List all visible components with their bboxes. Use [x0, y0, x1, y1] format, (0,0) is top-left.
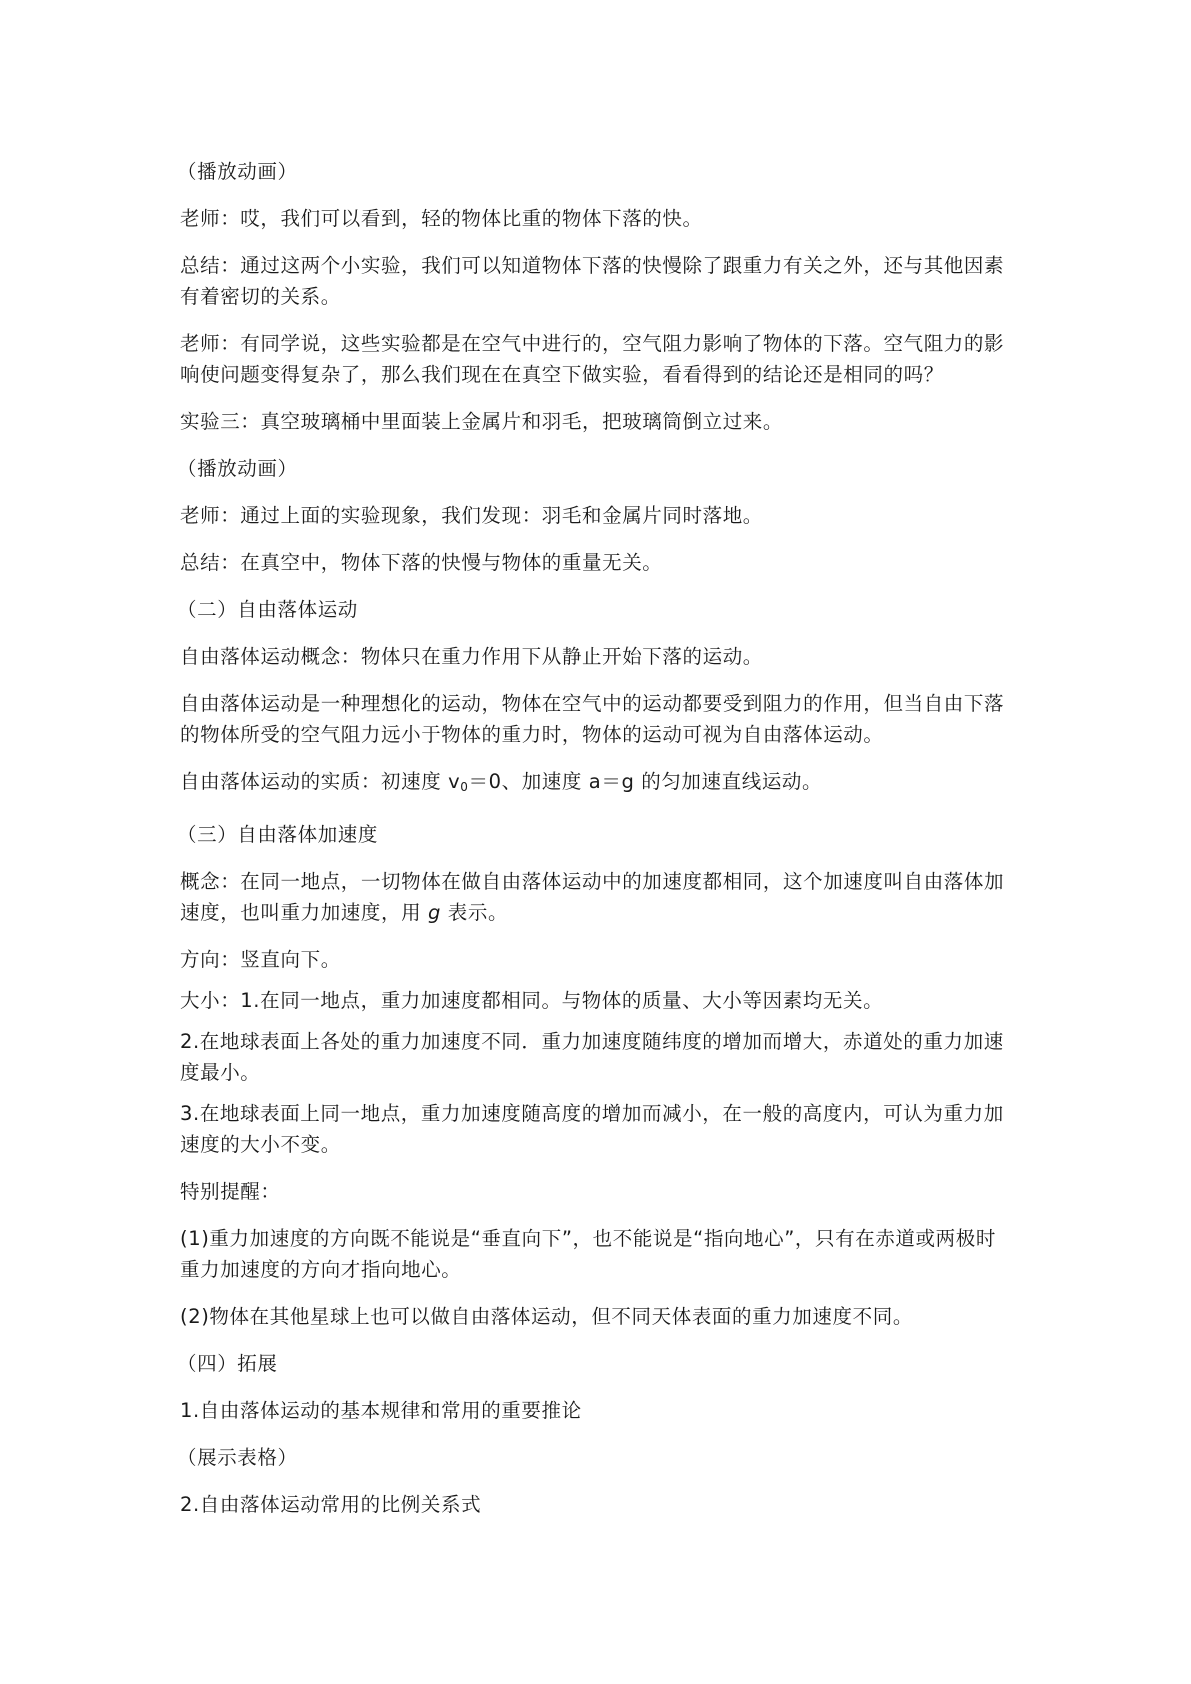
essence-suffix: ＝0、加速度 a＝g 的匀加速直线运动。	[468, 770, 823, 793]
paragraph: 方向：竖直向下。	[180, 948, 341, 971]
paragraph: 大小：1.在同一地点，重力加速度都相同。与物体的质量、大小等因素均无关。	[180, 989, 884, 1012]
essence-subscript: 0	[460, 780, 469, 794]
concept-symbol: g	[428, 901, 441, 924]
paragraph: 总结：在真空中，物体下落的快慢与物体的重量无关。	[180, 551, 663, 574]
concept-paragraph	[180, 866, 1010, 928]
concept-suffix: 表示。	[440, 901, 509, 924]
paragraph: (2)物体在其他星球上也可以做自由落体运动，但不同天体表面的重力加速度不同。	[180, 1305, 913, 1328]
paragraph: 2.自由落体运动常用的比例关系式	[180, 1493, 482, 1516]
stage-direction: （展示表格）	[177, 1446, 298, 1469]
paragraph: 实验三：真空玻璃桶中里面装上金属片和羽毛，把玻璃筒倒立过来。	[180, 410, 784, 433]
document-page	[177, 156, 1010, 1536]
essence-paragraph	[180, 766, 1010, 803]
stage-direction: （播放动画）	[177, 160, 298, 183]
section-heading: （二）自由落体运动	[177, 598, 358, 621]
section-heading: （三）自由落体加速度	[177, 823, 379, 846]
paragraph: 老师：通过上面的实验现象，我们发现：羽毛和金属片同时落地。	[180, 504, 763, 527]
paragraph: 2.在地球表面上各处的重力加速度不同．重力加速度随纬度的增加而增大，赤道处的重力加速度最小。	[180, 1030, 1004, 1084]
paragraph: 老师：哎，我们可以看到，轻的物体比重的物体下落的快。	[180, 207, 703, 230]
paragraph: 特别提醒：	[180, 1180, 281, 1203]
paragraph: 总结：通过这两个小实验，我们可以知道物体下落的快慢除了跟重力有关之外，还与其他因素有着密切的关系。	[180, 254, 1005, 308]
stage-direction: （播放动画）	[177, 457, 298, 480]
paragraph: (1)重力加速度的方向既不能说是“垂直向下”，也不能说是“指向地心”，只有在赤道或两极时重力加速度的方向才指向地心。	[180, 1227, 996, 1281]
essence-prefix: 自由落体运动的实质：初速度 v	[180, 770, 461, 793]
paragraph: 自由落体运动是一种理想化的运动，物体在空气中的运动都要受到阻力的作用，但当自由下落的物体所受的空气阻力远小于物体的重力时，物体的运动可视为自由落体运动。	[180, 692, 1005, 746]
paragraph: 自由落体运动概念：物体只在重力作用下从静止开始下落的运动。	[180, 645, 763, 668]
concept-prefix: 概念：在同一地点，一切物体在做自由落体运动中的加速度都相同，这个加速度叫自由落体加速度，也叫重力加速度，用	[180, 870, 1005, 924]
paragraph: 1.自由落体运动的基本规律和常用的重要推论	[180, 1399, 582, 1422]
paragraph: 3.在地球表面上同一地点，重力加速度随高度的增加而减小，在一般的高度内，可认为重力加速度的大小不变。	[180, 1102, 1004, 1156]
section-heading: （四）拓展	[177, 1352, 278, 1375]
paragraph: 老师：有同学说，这些实验都是在空气中进行的，空气阻力影响了物体的下落。空气阻力的影响使问题变得复杂了，那么我们现在在真空下做实验，看看得到的结论还是相同的吗？	[180, 332, 1005, 386]
